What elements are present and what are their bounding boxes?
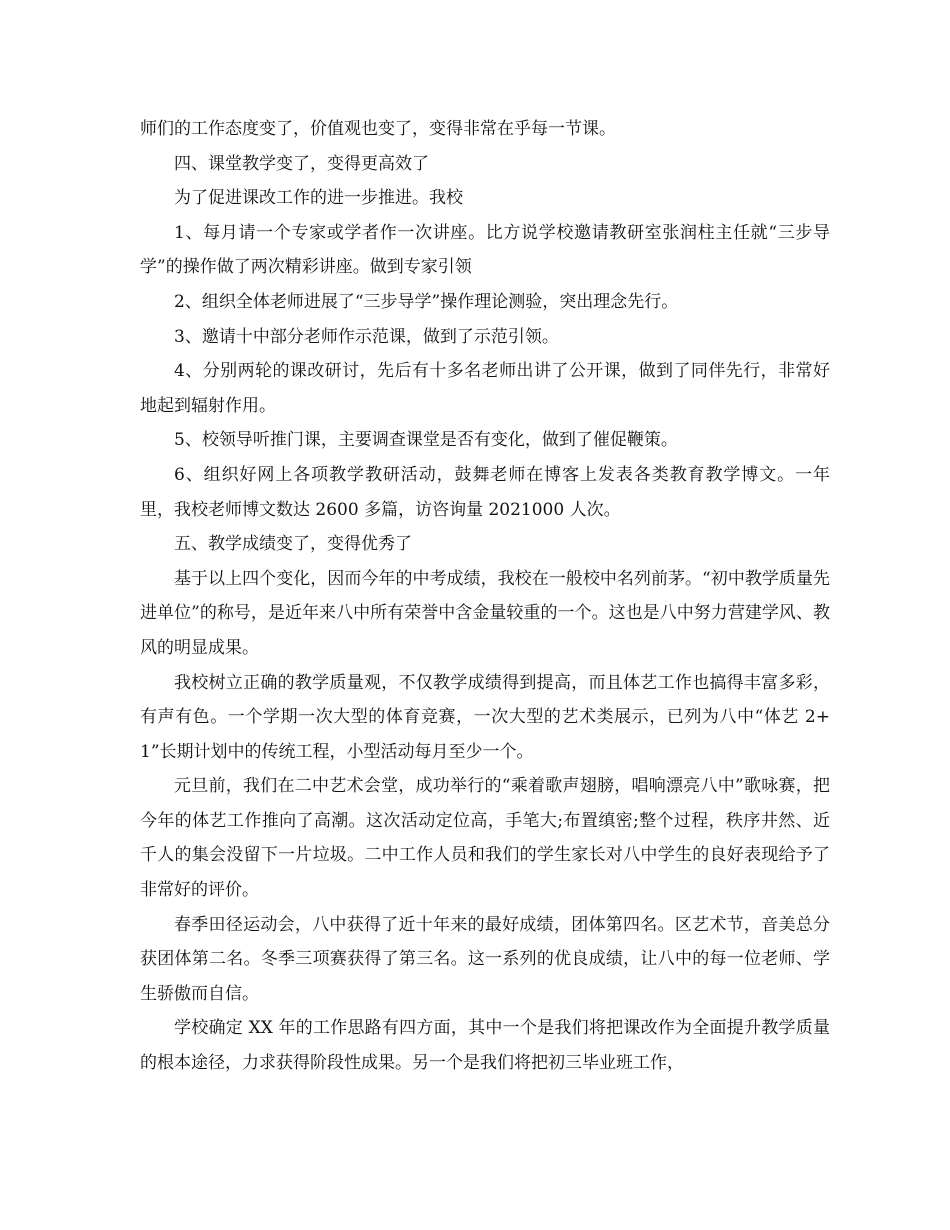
section-heading-4: 四、课堂教学变了，变得更高效了 <box>174 153 429 174</box>
paragraph: 学校确定 XX 年的工作思路有四方面，其中一个是我们将把课改作为全面提升教学质量的根本途径，力求获得阶段性成果。另一个是我们将把初三毕业班工作， <box>140 1018 830 1074</box>
paragraph: 基于以上四个变化，因而今年的中考成绩，我校在一般校中名列前茅。“初中教学质量先进单位”的称号，是近年来八中所有荣誉中含金量较重的一个。这也是八中努力营建学风、教风的明显成果。 <box>140 568 830 658</box>
paragraph: 为了促进课改工作的进一步推进。我校 <box>174 188 463 209</box>
section-heading-5: 五、教学成绩变了，变得优秀了 <box>174 534 412 555</box>
paragraph: 春季田径运动会，八中获得了近十年来的最好成绩，团体第四名。区艺术节，音美总分获团体第二名。冬季三项赛获得了第三名。这一系列的优良成绩，让八中的每一位老师、学生骄傲而自信。 <box>140 914 830 1004</box>
list-item-1: 1、每月请一个专家或学者作一次讲座。比方说学校邀请教研室张润柱主任就“三步导学”的操作做了两次精彩讲座。做到专家引领 <box>140 222 830 278</box>
list-item-6: 6、组织好网上各项教学教研活动，鼓舞老师在博客上发表各类教育教学博文。一年里，我校老师博文数达 2600 多篇，访咨询量 2021000 人次。 <box>140 464 830 520</box>
paragraph: 元旦前，我们在二中艺术会堂，成功举行的“乘着歌声翅膀，唱响漂亮八中”歌咏赛，把今年的体艺工作推向了高潮。这次活动定位高，手笔大;布置缜密;整个过程，秩序井然、近千人的集会没留下一片垃圾。二中工作人员和我们的学生家长对八中学生的良好表现给予了非常好的评价。 <box>140 776 830 901</box>
list-item-4: 4、分别两轮的课改研讨，先后有十多名老师出讲了公开课，做到了同伴先行，非常好地起到辐射作用。 <box>140 361 830 416</box>
list-item-5: 5、校领导听推门课，主要调查课堂是否有变化，做到了催促鞭策。 <box>174 430 678 451</box>
paragraph: 我校树立正确的教学质量观，不仅教学成绩得到提高，而且体艺工作也搞得丰富多彩，有声有色。一个学期一次大型的体育竞赛，一次大型的艺术类展示，已列为八中“体艺 2+1”长期计划中的传统工程，小型活动每月至少一个。 <box>140 672 830 762</box>
list-item-2: 2、组织全体老师进展了“三步导学”操作理论测验，突出理念先行。 <box>174 291 679 312</box>
list-item-3: 3、邀请十中部分老师作示范课，做到了示范引领。 <box>174 326 559 347</box>
document-body <box>140 112 830 1081</box>
paragraph-continuation: 师们的工作态度变了，价值观也变了，变得非常在乎每一节课。 <box>140 119 616 139</box>
